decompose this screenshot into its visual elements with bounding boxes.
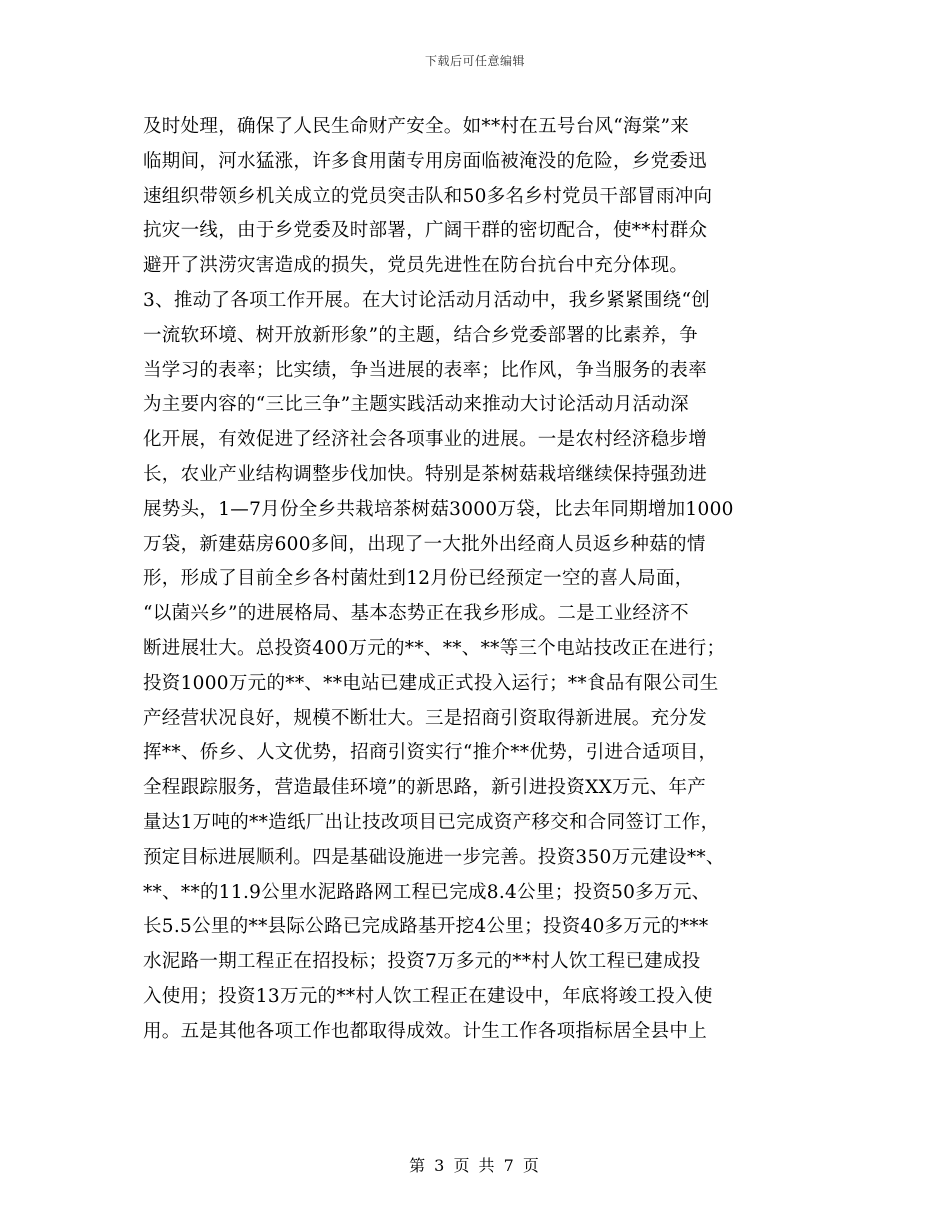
body-line: 当学习的表率；比实绩，争当进展的表率；比作风，争当服务的表率 [143,359,708,381]
body-line: 3、推动了各项工作开展。在大讨论活动月活动中，我乡紧紧围绕“创 [143,289,711,311]
body-line: 化开展，有效促进了经济社会各项事业的进展。一是农村经济稳步增 [143,429,708,451]
body-line: 万袋，新建菇房600多间，出现了一大批外出经商人员返乡种菇的情 [143,533,706,555]
body-line: 用。五是其他各项工作也都取得成效。计生工作各项指标居全县中上 [143,1020,708,1042]
body-line: 抗灾一线，由于乡党委及时部署，广阔干群的密切配合，使**村群众 [143,220,708,242]
page-number: 第 3 页 共 7 页 [409,1156,541,1175]
body-line: 及时处理，确保了人民生命财产安全。如**村在五号台风“海棠”来 [143,116,690,137]
body-line: 长，农业产业结构调整步伐加快。特别是茶树菇栽培继续保持强劲进 [143,463,708,485]
body-line: **、**的11.9公里水泥路路网工程已完成8.4公里；投资50多万元、 [143,881,711,903]
body-line: 全程跟踪服务，营造最佳环境”的新思路，新引进投资XX万元、年产 [143,777,707,799]
body-line: 速组织带领乡机关成立的党员突击队和50多名乡村党员干部冒雨冲向 [143,185,713,207]
document-body [143,110,813,1050]
body-line: 入使用；投资13万元的**村人饮工程正在建设中，年底将竣工投入使 [143,985,713,1007]
body-line: 产经营状况良好，规模不断壮大。三是招商引资取得新进展。充分发 [143,707,708,729]
header-note: 下载后可任意编辑 [424,54,525,68]
body-line: 形，形成了目前全乡各村菌灶到12月份已经预定一空的喜人局面， [143,568,694,590]
body-line: 量达1万吨的**造纸厂出让技改项目已完成资产移交和合同签订工作， [143,811,720,833]
body-line: 临期间，河水猛涨，许多食用菌专用房面临被淹没的危险，乡党委迅 [143,150,708,172]
body-line: 长5.5公里的**县际公路已完成路基开挖4公里；投资40多万元的*** [143,916,709,938]
body-line: “以菌兴乡”的进展格局、基本态势正在我乡形成。二是工业经济不 [143,603,689,625]
body-line: 展势头，1—7月份全乡共栽培茶树菇3000万袋，比去年同期增加1000 [143,498,734,520]
body-line: 预定目标进展顺利。四是基础设施进一步完善。投资350万元建设**、 [143,846,725,868]
body-line: 一流软环境、树开放新形象”的主题，结合乡党委部署的比素养，争 [143,324,698,346]
body-line: 为主要内容的“三比三争”主题实践活动来推动大讨论活动月活动深 [143,394,689,416]
body-line: 水泥路一期工程正在招投标；投资7万多元的**村人饮工程已建成投 [143,951,701,973]
body-line: 避开了洪涝灾害造成的损失，党员先进性在防台抗台中充分体现。 [143,255,689,277]
body-line: 断进展壮大。总投资400万元的**、**、**等三个电站技改正在进行； [143,637,726,659]
body-line: 投资1000万元的**、**电站已建成正式投入运行；**食品有限公司生 [143,672,719,694]
body-line: 挥**、侨乡、人文优势，招商引资实行“推介**优势，引进合适项目， [143,742,718,764]
